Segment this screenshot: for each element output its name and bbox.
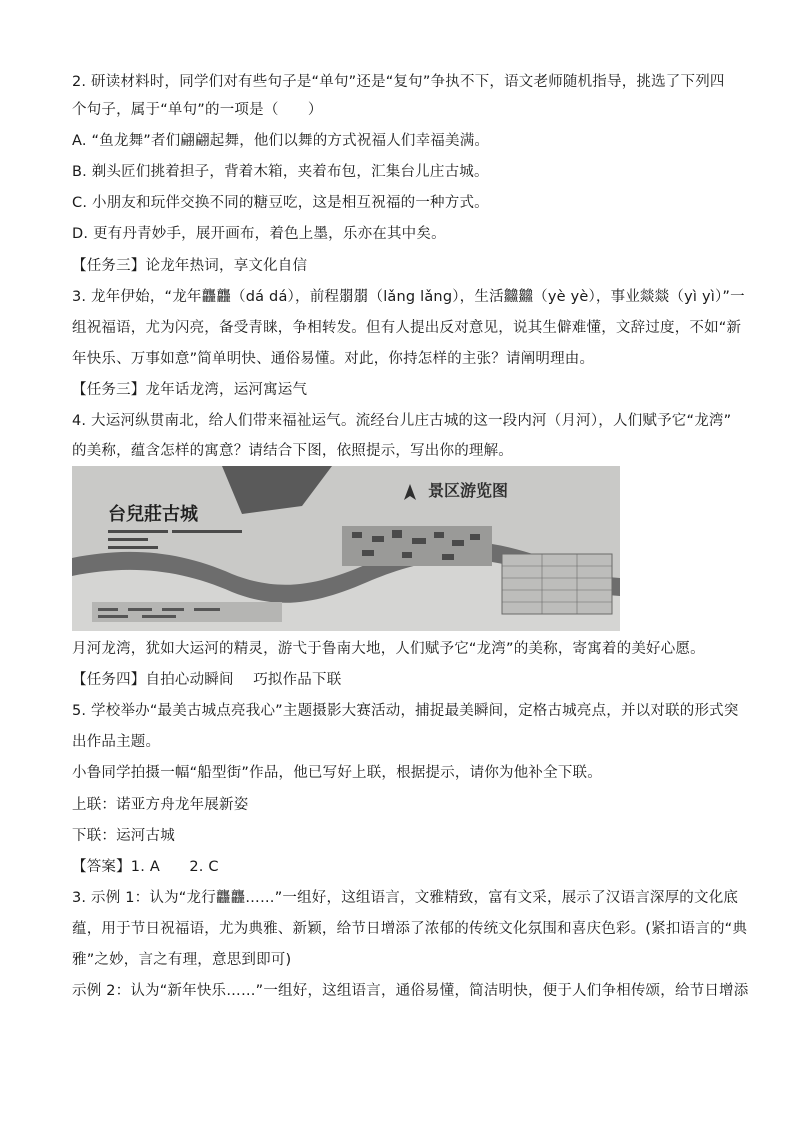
answer3-line2: 蕴，用于节日祝福语，尤为典雅、新颖，给节日增添了浓郁的传统文化氛围和喜庆色彩。(紧扣语言的“典 [72, 921, 748, 937]
q2-stem-line1: 2. 研读材料时，同学们对有些句子是“单句”还是“复句”争执不下，语文老师随机指导，挑选了下列四 [72, 74, 725, 90]
answer3-example2: 示例 2：认为“新年快乐……”一组好，这组语言，通俗易懂，简洁明快，便于人们争相传颂，给节日增添 [72, 983, 749, 999]
q2-option-c: C. 小朋友和玩伴交换不同的糖豆吃，这是相互祝福的一种方式。 [72, 195, 489, 211]
couplet-lower: 下联：运河古城 [72, 828, 175, 844]
q3-line3: 年快乐、万事如意”简单明快、通俗易懂。对此，你持怎样的主张？请阐明理由。 [72, 351, 595, 367]
map-title: 景区游览图 [428, 481, 509, 500]
q4-line2: 的美称，蕴含怎样的寓意？请结合下图，依照提示，写出你的理解。 [72, 443, 513, 459]
map-graphic [72, 466, 620, 631]
task3b-heading: 【任务三】龙年话龙湾，运河寓运气 [72, 382, 308, 398]
scenic-map-image [72, 466, 620, 631]
answer-line: 【答案】1. A 2. C [72, 859, 219, 875]
q2-stem-line2: 个句子，属于“单句”的一项是（ ） [72, 102, 323, 118]
q2-option-b: B. 剃头匠们挑着担子，背着木箱，夹着布包，汇集台儿庄古城。 [72, 164, 489, 180]
answer3-line1: 3. 示例 1：认为“龙行龘龘……”一组好，这组语言，文雅精致，富有文采，展示了汉语言深厚的文化底 [72, 890, 739, 906]
map-city-name: 台兒莊古城 [108, 504, 198, 525]
q5-line1: 5. 学校举办“最美古城点亮我心”主题摄影大赛活动，捕捉最美瞬间，定格古城亮点，并以对联的形式突 [72, 703, 739, 719]
q5-line3: 小鲁同学拍摄一幅“船型街”作品，他已写好上联，根据提示，请你为他补全下联。 [72, 765, 602, 781]
q4-line1: 4. 大运河纵贯南北，给人们带来福祉运气。流经台儿庄古城的这一段内河（月河），人们赋予它“龙湾” [72, 413, 732, 429]
answer3-line3: 雅”之妙，言之有理，意思到即可) [72, 952, 292, 968]
q2-option-a: A. “鱼龙舞”者们翩翩起舞，他们以舞的方式祝福人们幸福美满。 [72, 133, 490, 149]
q3-line1: 3. 龙年伊始，“龙年龘龘（dá dá），前程朤朤（lǎng lǎng），生活䲜䲜（yè yè），事业燚燚（yì yì）”一 [72, 289, 745, 305]
q4-hint: 月河龙湾，犹如大运河的精灵，游弋于鲁南大地，人们赋予它“龙湾”的美称，寄寓着的美好心愿。 [72, 641, 705, 657]
q2-option-d: D. 更有丹青妙手，展开画布，着色上墨，乐亦在其中矣。 [72, 226, 446, 242]
couplet-upper: 上联：诺亚方舟龙年展新姿 [72, 797, 249, 813]
q3-line2: 组祝福语，尤为闪亮，备受青睐，争相转发。但有人提出反对意见，说其生僻难懂，文辞过度，不如“新 [72, 320, 742, 336]
q5-line2: 出作品主题。 [72, 734, 161, 750]
task4-heading: 【任务四】自拍心动瞬间 巧拟作品下联 [72, 672, 342, 688]
task3-heading: 【任务三】论龙年热词，享文化自信 [72, 258, 308, 274]
